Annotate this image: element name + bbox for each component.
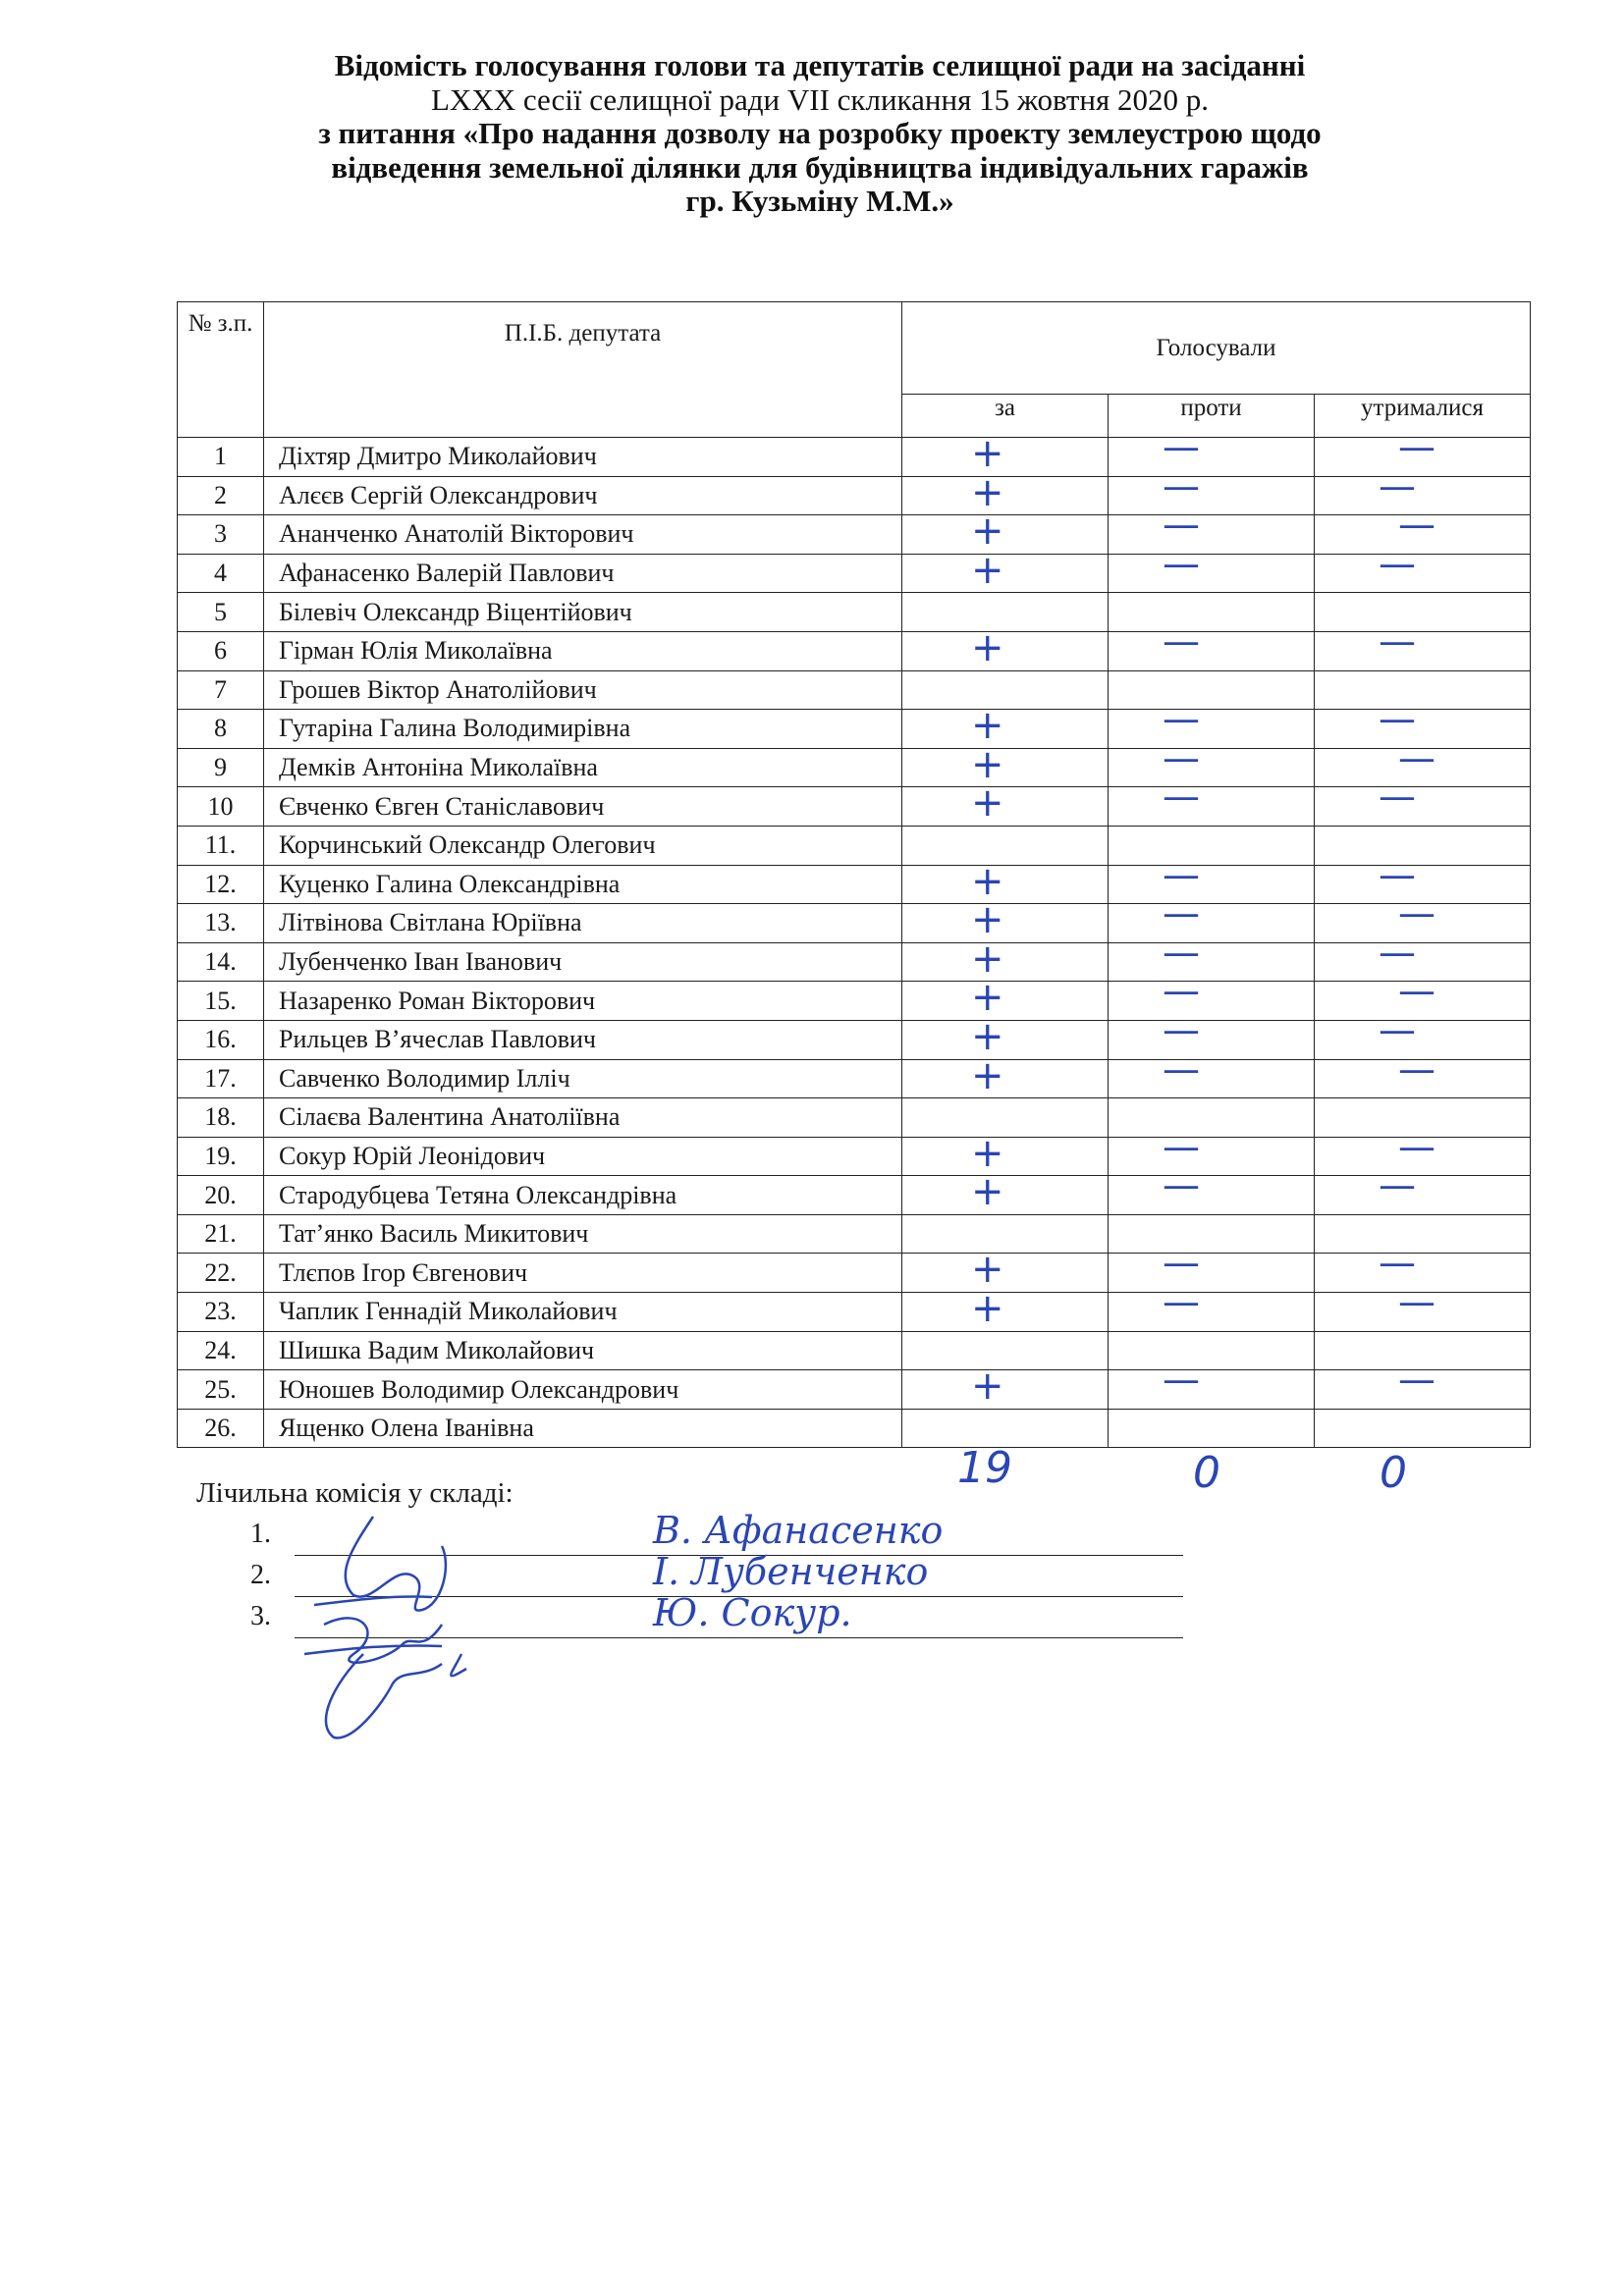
commission-label: Лічильна комісія у складі: [196,1477,514,1509]
vote-abstain [1315,942,1531,982]
dash-mark: — [1398,903,1435,935]
vote-for [902,748,1109,787]
signature-1 [314,1517,446,1611]
vote-abstain [1315,438,1531,477]
row-number: 11. [178,826,264,865]
deputy-name: Гірман Юлія Миколаївна [264,631,902,670]
vote-for [902,1020,1109,1059]
vote-for [902,1254,1109,1293]
header-abstain: утрималися [1315,395,1531,438]
deputy-name: Сокур Юрій Леонідович [264,1137,902,1176]
vote-abstain [1315,1370,1531,1410]
dash-mark: — [1163,1059,1200,1091]
dash-mark: — [1379,476,1416,507]
table-row [178,631,1531,670]
row-number: 3 [178,515,264,555]
row-number: 12. [178,865,264,904]
dash-mark: — [1398,1137,1435,1168]
vote-against [1109,865,1315,904]
vote-for [902,982,1109,1021]
plus-mark: + [971,1020,1004,1059]
table-row [178,1214,1531,1254]
deputy-name: Рильцев В’ячеслав Павлович [264,1020,902,1059]
signature-3 [326,1654,466,1737]
dash-mark: — [1379,1020,1416,1051]
row-number: 14. [178,942,264,982]
table-row [178,942,1531,982]
vote-for [902,865,1109,904]
vote-for [902,826,1109,865]
table-row [178,826,1531,865]
deputy-name: Корчинський Олександр Олегович [264,826,902,865]
vote-abstain [1315,593,1531,632]
dash-mark: — [1398,1369,1435,1402]
vote-abstain [1315,865,1531,904]
handwritten-signatures [295,1507,550,1742]
title-line-5: гр. Кузьміну М.М.» [685,184,954,218]
plus-mark: + [971,1137,1004,1176]
vote-against [1109,515,1315,555]
row-number: 16. [178,1020,264,1059]
vote-for [902,1409,1109,1448]
dash-mark: — [1163,865,1200,896]
dash-mark: — [1163,631,1200,663]
vote-against [1109,787,1315,827]
row-number: 9 [178,748,264,787]
vote-for [902,593,1109,632]
vote-for [902,1137,1109,1176]
vote-against [1109,1176,1315,1215]
vote-for [902,670,1109,710]
vote-against [1109,1059,1315,1098]
plus-mark: + [971,786,1004,827]
dash-mark: — [1163,942,1200,974]
vote-against [1109,710,1315,749]
vote-abstain [1315,1293,1531,1332]
vote-abstain [1315,1409,1531,1448]
plus-mark: + [971,1292,1004,1332]
dash-mark: — [1163,1369,1200,1402]
deputy-name: Шишка Вадим Миколайович [264,1331,902,1370]
plus-mark: + [971,1059,1004,1098]
row-number: 18. [178,1098,264,1138]
table-row [178,1293,1531,1332]
row-number: 13. [178,904,264,943]
deputy-name: Алєєв Сергій Олександрович [264,476,902,515]
dash-mark: — [1398,1292,1435,1324]
table-row [178,1098,1531,1138]
plus-mark: + [971,865,1004,904]
row-number: 5 [178,593,264,632]
table-row [178,710,1531,749]
vote-abstain [1315,1254,1531,1293]
vote-for [902,942,1109,982]
dash-mark: — [1163,709,1200,741]
deputy-name: Грошев Віктор Анатолійович [264,670,902,710]
vote-for [902,631,1109,670]
table-row [178,1370,1531,1410]
table-row [178,982,1531,1021]
vote-against [1109,1098,1315,1138]
total-abstain: 0 [1380,1448,1407,1498]
vote-for [902,1098,1109,1138]
dash-mark: — [1379,1175,1416,1207]
dash-mark: — [1163,903,1200,935]
table-row [178,1176,1531,1215]
vote-abstain [1315,1176,1531,1215]
vote-against [1109,1293,1315,1332]
dash-mark: — [1379,554,1416,585]
dash-mark: — [1398,981,1435,1013]
voting-table [177,301,1531,1448]
header-against: проти [1109,395,1315,438]
vote-against [1109,1331,1315,1370]
vote-for [902,554,1109,593]
deputy-name: Куценко Галина Олександрівна [264,865,902,904]
deputy-name: Ященко Олена Іванівна [264,1409,902,1448]
vote-for [902,476,1109,515]
vote-against [1109,1409,1315,1448]
vote-abstain [1315,1214,1531,1254]
vote-against [1109,1020,1315,1059]
title-line-2: LXXX сесії селищної ради VII скликання 15 жовтня 2020 р. [430,81,1209,117]
vote-for [902,1214,1109,1254]
vote-for [902,904,1109,943]
vote-against [1109,904,1315,943]
row-number: 19. [178,1137,264,1176]
dash-mark: — [1163,1175,1200,1207]
table-row [178,904,1531,943]
vote-for [902,1059,1109,1098]
table-row [178,438,1531,477]
vote-abstain [1315,670,1531,710]
vote-abstain [1315,1098,1531,1138]
title-line-1: Відомість голосування голови та депутатів селищної ради на засіданні [334,48,1306,82]
signature-2 [304,1618,442,1662]
dash-mark: — [1379,942,1416,974]
deputy-name: Літвінова Світлана Юріївна [264,904,902,943]
plus-mark: + [971,903,1004,943]
title-line-3: з питання «Про надання дозволу на розробку проекту землеустрою щодо [318,116,1322,150]
table-row [178,1409,1531,1448]
dash-mark: — [1398,748,1435,779]
vote-abstain [1315,748,1531,787]
row-number: 1 [178,438,264,477]
vote-for [902,438,1109,477]
dash-mark: — [1379,865,1416,896]
deputy-name: Чаплик Геннадій Миколайович [264,1293,902,1332]
dash-mark: — [1379,709,1416,741]
document-title [187,49,1453,219]
vote-for [902,1370,1109,1410]
row-number: 4 [178,554,264,593]
deputy-name: Діхтяр Дмитро Миколайович [264,438,902,477]
header-number: № з.п. [178,302,264,438]
table-row [178,787,1531,827]
deputy-name: Євченко Євген Станіславович [264,787,902,827]
row-number: 2 [178,476,264,515]
vote-against [1109,1254,1315,1293]
table-row [178,515,1531,555]
deputy-name: Стародубцева Тетяна Олександрівна [264,1176,902,1215]
vote-against [1109,748,1315,787]
total-against: 0 [1193,1448,1220,1498]
deputy-name: Сілаєва Валентина Анатоліївна [264,1098,902,1138]
row-number: 23. [178,1293,264,1332]
deputy-name: Афанасенко Валерій Павлович [264,554,902,593]
table-row [178,748,1531,787]
plus-mark: + [971,1253,1004,1293]
dash-mark: — [1163,514,1200,547]
dash-mark: — [1398,514,1435,547]
table-row [178,476,1531,515]
table-row [178,1254,1531,1293]
row-number: 24. [178,1331,264,1370]
total-for: 19 [957,1443,1012,1493]
deputy-name: Лубенченко Іван Іванович [264,942,902,982]
vote-abstain [1315,515,1531,555]
row-number: 6 [178,631,264,670]
plus-mark: + [971,942,1004,982]
vote-against [1109,554,1315,593]
plus-mark: + [971,981,1004,1021]
row-number: 7 [178,670,264,710]
plus-mark: + [971,554,1004,593]
plus-mark: + [971,437,1004,476]
dash-mark: — [1379,786,1416,819]
table-row [178,1331,1531,1370]
row-number: 10 [178,787,264,827]
commission-num-3: 3. [250,1601,271,1631]
plus-mark: + [971,514,1004,555]
commission-num-2: 2. [250,1560,271,1590]
vote-against [1109,631,1315,670]
vote-for [902,1293,1109,1332]
row-number: 26. [178,1409,264,1448]
vote-abstain [1315,1059,1531,1098]
vote-against [1109,1137,1315,1176]
vote-abstain [1315,1137,1531,1176]
row-number: 15. [178,982,264,1021]
plus-mark: + [971,631,1004,670]
deputy-name: Білевіч Олександр Віцентійович [264,593,902,632]
dash-mark: — [1163,1020,1200,1051]
vote-against [1109,1370,1315,1410]
commission-name-3: Ю. Сокур. [653,1591,852,1634]
commission-name-2: І. Лубенченко [653,1550,929,1593]
deputy-name: Назаренко Роман Вікторович [264,982,902,1021]
vote-against [1109,593,1315,632]
vote-abstain [1315,982,1531,1021]
dash-mark: — [1163,554,1200,585]
dash-mark: — [1163,786,1200,819]
dash-mark: — [1379,1253,1416,1285]
vote-for [902,1331,1109,1370]
vote-for [902,710,1109,749]
plus-mark: + [971,1369,1004,1410]
vote-against [1109,982,1315,1021]
dash-mark: — [1163,437,1200,468]
table-row [178,593,1531,632]
commission-num-1: 1. [250,1519,271,1549]
deputy-name: Юношев Володимир Олександрович [264,1370,902,1410]
vote-for [902,1176,1109,1215]
row-number: 20. [178,1176,264,1215]
table-row [178,670,1531,710]
plus-mark: + [971,709,1004,749]
deputy-name: Демків Антоніна Миколаївна [264,748,902,787]
vote-against [1109,826,1315,865]
vote-abstain [1315,1331,1531,1370]
dash-mark: — [1379,631,1416,663]
vote-abstain [1315,554,1531,593]
vote-abstain [1315,904,1531,943]
row-number: 25. [178,1370,264,1410]
header-voted: Голосували [902,302,1531,395]
title-line-4: відведення земельної ділянки для будівництва індивідуальних гаражів [331,149,1309,185]
row-number: 8 [178,710,264,749]
vote-for [902,787,1109,827]
vote-against [1109,438,1315,477]
vote-abstain [1315,1020,1531,1059]
row-number: 22. [178,1254,264,1293]
dash-mark: — [1163,476,1200,507]
vote-abstain [1315,476,1531,515]
vote-abstain [1315,710,1531,749]
dash-mark: — [1398,437,1435,468]
table-row [178,1020,1531,1059]
dash-mark: — [1163,1137,1200,1168]
dash-mark: — [1163,1292,1200,1324]
dash-mark: — [1163,748,1200,779]
table-row [178,1137,1531,1176]
row-number: 17. [178,1059,264,1098]
dash-mark: — [1163,1253,1200,1285]
vote-abstain [1315,826,1531,865]
table-row [178,1059,1531,1098]
dash-mark: — [1398,1059,1435,1091]
vote-against [1109,1214,1315,1254]
deputy-name: Тат’янко Василь Микитович [264,1214,902,1254]
row-number: 21. [178,1214,264,1254]
deputy-name: Савченко Володимир Ілліч [264,1059,902,1098]
plus-mark: + [971,748,1004,787]
vote-against [1109,670,1315,710]
deputy-name: Гутаріна Галина Володимирівна [264,710,902,749]
vote-against [1109,476,1315,515]
dash-mark: — [1163,981,1200,1013]
header-for: за [902,395,1109,438]
table-row [178,554,1531,593]
header-name: П.І.Б. депутата [264,302,902,438]
deputy-name: Тлєпов Ігор Євгенович [264,1254,902,1293]
table-row [178,865,1531,904]
plus-mark: + [971,1175,1004,1215]
deputy-name: Ананченко Анатолій Вікторович [264,515,902,555]
commission-name-1: В. Афанасенко [653,1509,944,1552]
plus-mark: + [971,476,1004,515]
vote-abstain [1315,631,1531,670]
vote-abstain [1315,787,1531,827]
vote-against [1109,942,1315,982]
vote-for [902,515,1109,555]
